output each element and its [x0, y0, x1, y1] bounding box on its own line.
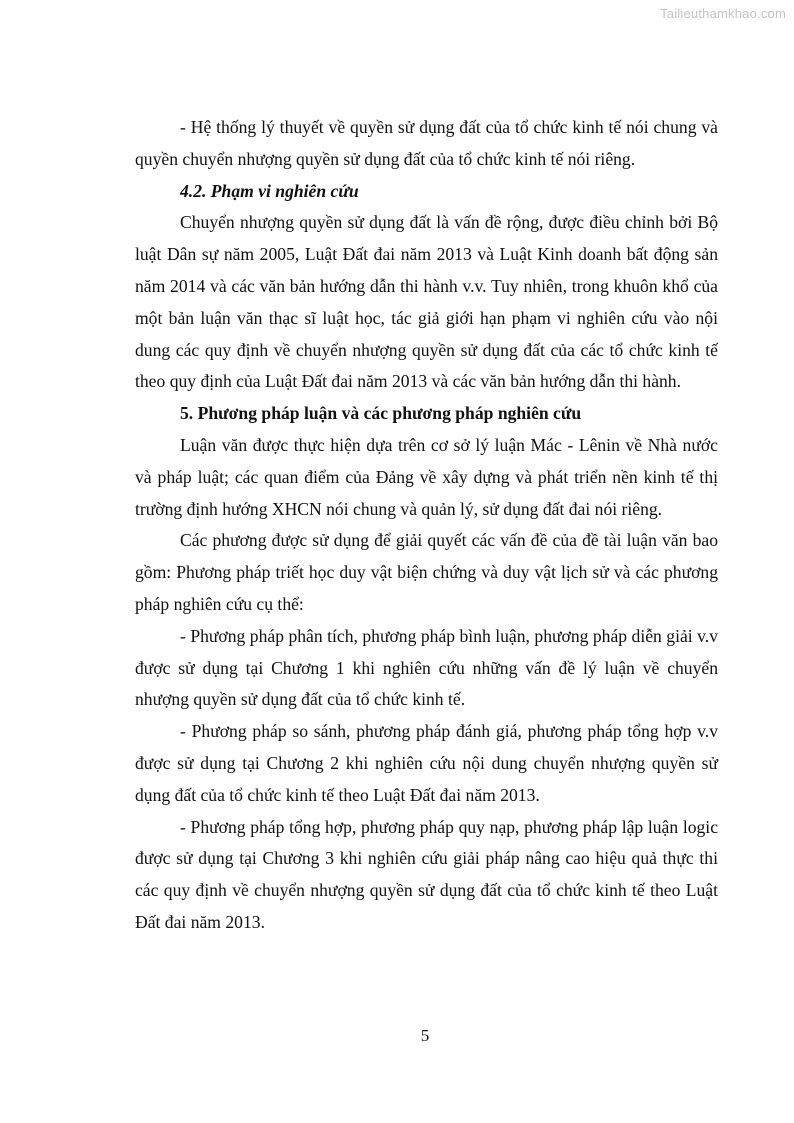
- section-heading-4-2: 4.2. Phạm vi nghiên cứu: [180, 180, 359, 201]
- watermark-text: Tailieuthamkhao.com: [660, 6, 786, 21]
- paragraph-scope-theory: - Hệ thống lý thuyết về quyền sử dụng đất của tổ chức kinh tế nói chung và quyền chuyển nhượng quyền sử dụng đất của tổ chức kinh tế nói riêng.: [135, 117, 718, 169]
- document-body: [135, 112, 718, 939]
- paragraph-method-chapter-2: - Phương pháp so sánh, phương pháp đánh giá, phương pháp tổng hợp v.v được sử dụng tại Chương 2 khi nghiên cứu nội dung chuyển nhượng quyền sử dụng đất của tổ chức kinh tế theo Luật Đất đai năm 2013.: [135, 721, 718, 805]
- section-heading-5: 5. Phương pháp luận và các phương pháp nghiên cứu: [180, 403, 582, 424]
- page-number: 5: [420, 1026, 430, 1045]
- paragraph-methods-overview: Các phương được sử dụng để giải quyết các vấn đề của đề tài luận văn bao gồm: Phương pháp triết học duy vật biện chứng và duy vật lịch sử và các phương pháp nghiên cứu cụ thể:: [135, 530, 718, 614]
- paragraph-research-scope: Chuyển nhượng quyền sử dụng đất là vấn đề rộng, được điều chỉnh bởi Bộ luật Dân sự năm 2005, Luật Đất đai năm 2013 và Luật Kinh doanh bất động sản năm 2014 và các văn bản hướng dẫn thi hành v.v. Tuy nhiên, trong khuôn khổ của một bản luận văn thạc sĩ luật học, tác giả giới hạn phạm vi nghiên cứu vào nội dung các quy định về chuyển nhượng quyền sử dụng đất của các tổ chức kinh tế theo quy định của Luật Đất đai năm 2013 và các văn bản hướng dẫn thi hành.: [135, 212, 718, 392]
- paragraph-method-chapter-1: - Phương pháp phân tích, phương pháp bình luận, phương pháp diễn giải v.v được sử dụng tại Chương 1 khi nghiên cứu những vấn đề lý luận về chuyển nhượng quyền sử dụng đất của tổ chức kinh tế.: [135, 625, 718, 710]
- paragraph-methodology-basis: Luận văn được thực hiện dựa trên cơ sở lý luận Mác - Lênin về Nhà nước và pháp luật; các quan điểm của Đảng về xây dựng và phát triển nền kinh tế thị trường định hướng XHCN nói chung và quản lý, sử dụng đất đai nói riêng.: [135, 434, 718, 519]
- paragraph-method-chapter-3: - Phương pháp tổng hợp, phương pháp quy nạp, phương pháp lập luận logic được sử dụng tại Chương 3 khi nghiên cứu giải pháp nâng cao hiệu quả thực thi các quy định về chuyển nhượng quyền sử dụng đất của tổ chức kinh tế theo Luật Đất đai năm 2013.: [135, 816, 718, 932]
